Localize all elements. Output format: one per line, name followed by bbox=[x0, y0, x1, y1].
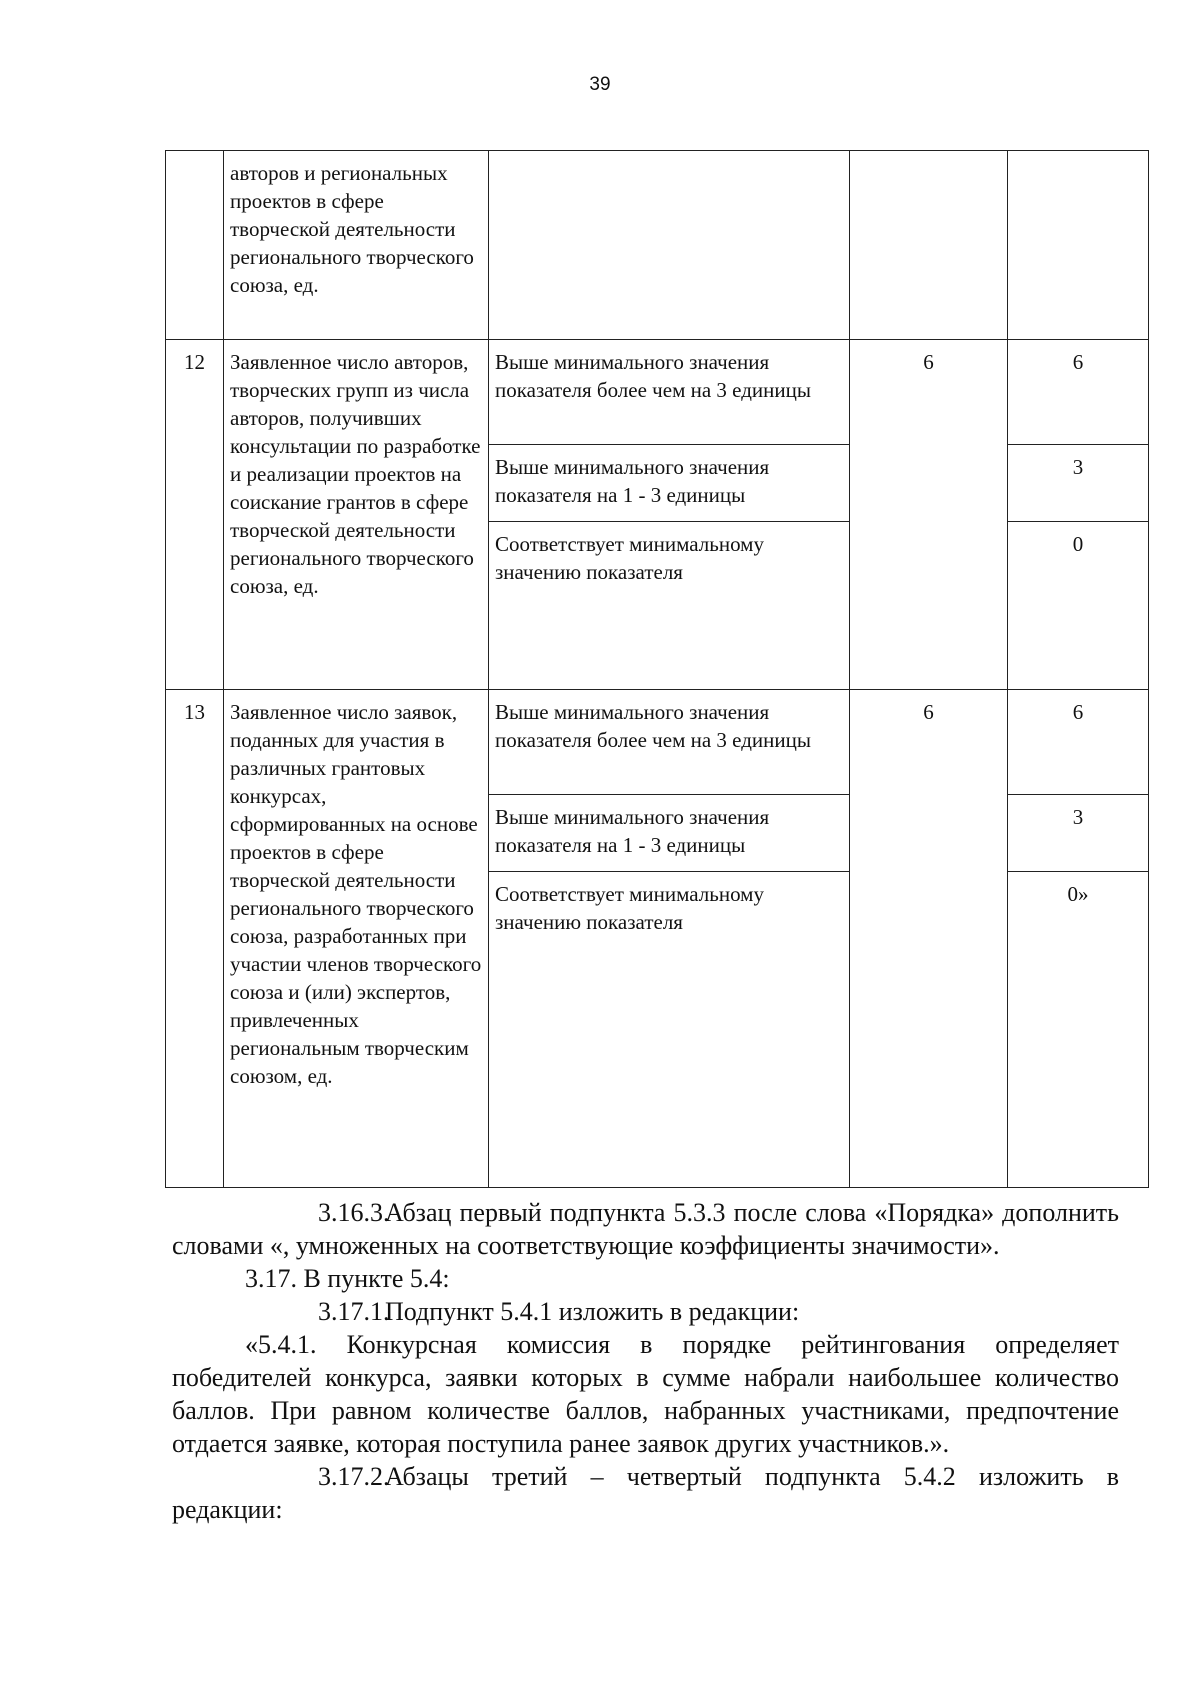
condition-cell: Выше минимального значения показателя на 1 - 3 единицы bbox=[489, 445, 850, 522]
row-name-cell: авторов и региональных проектов в сфере творческой деятельности регионального творческого союза, ед. bbox=[224, 151, 489, 340]
score-cell: 3 bbox=[1008, 795, 1149, 872]
page-number: 39 bbox=[589, 74, 611, 95]
criteria-table bbox=[165, 150, 1149, 1188]
table-row-12 bbox=[166, 340, 1149, 445]
score-cell: 3 bbox=[1008, 445, 1149, 522]
score-cell: 6 bbox=[1008, 690, 1149, 795]
row-num-cell: 13 bbox=[166, 690, 224, 1188]
paragraph-number: 3.16.3. bbox=[318, 1198, 390, 1227]
row-max-score-cell bbox=[850, 151, 1008, 340]
score-cell: 0» bbox=[1008, 872, 1149, 1188]
condition-cell: Выше минимального значения показателя более чем на 3 единицы bbox=[489, 690, 850, 795]
score-cell: 6 bbox=[1008, 340, 1149, 445]
condition-cell: Соответствует минимальному значению показателя bbox=[489, 872, 850, 1188]
table-row-continuation bbox=[166, 151, 1149, 340]
row-num-cell: 12 bbox=[166, 340, 224, 690]
row-condition-cell bbox=[489, 151, 850, 340]
paragraph-text: Абзац первый подпункта 5.3.3 после слова «Порядка» дополнить словами «, умноженных на соответствующие коэффициенты значимости». bbox=[172, 1198, 1119, 1260]
paragraph-text: Абзацы третий – четвертый подпункта 5.4.2 изложить в редакции: bbox=[172, 1462, 1119, 1524]
body-text bbox=[172, 1196, 1119, 1526]
condition-cell: Выше минимального значения показателя на 1 - 3 единицы bbox=[489, 795, 850, 872]
paragraph-3-16-3 bbox=[172, 1196, 1119, 1262]
row-name-cell: Заявленное число заявок, поданных для участия в различных грантовых конкурсах, сформированных на основе проектов в сфере творческой деятельности регионального творческого союза, разработанных при участии членов творческого союза и (или) экспертов, привлеченных региональным творческим союзом, ед. bbox=[224, 690, 489, 1188]
max-score-cell: 6 bbox=[850, 690, 1008, 1188]
paragraph-text: Подпункт 5.4.1 изложить в редакции: bbox=[385, 1297, 800, 1326]
paragraph-number: 3.17.1. bbox=[318, 1297, 390, 1326]
condition-cell: Соответствует минимальному значению показателя bbox=[489, 522, 850, 690]
condition-cell: Выше минимального значения показателя более чем на 3 единицы bbox=[489, 340, 850, 445]
row-name-cell: Заявленное число авторов, творческих групп из числа авторов, получивших консультации по разработке и реализации проектов на соискание грантов в сфере творческой деятельности регионального творческого союза, ед. bbox=[224, 340, 489, 690]
paragraph-3-17: 3.17. В пункте 5.4: bbox=[245, 1264, 450, 1293]
paragraph-5-4-1-quote: «5.4.1. Конкурсная комиссия в порядке рейтингования определяет победителей конкурса, заявки которых в сумме набрали наибольшее количество баллов. При равном количестве баллов, набранных участниками, предпочтение отдается заявке, которая поступила ранее заявок других участников.». bbox=[172, 1330, 1119, 1458]
paragraph-number: 3.17.2. bbox=[318, 1462, 390, 1491]
max-score-cell: 6 bbox=[850, 340, 1008, 690]
row-score-cell bbox=[1008, 151, 1149, 340]
row-num-cell bbox=[166, 151, 224, 340]
paragraph-3-17-2 bbox=[172, 1460, 1119, 1526]
score-cell: 0 bbox=[1008, 522, 1149, 690]
paragraph-3-17-1 bbox=[172, 1295, 1119, 1328]
table-row-13 bbox=[166, 690, 1149, 795]
